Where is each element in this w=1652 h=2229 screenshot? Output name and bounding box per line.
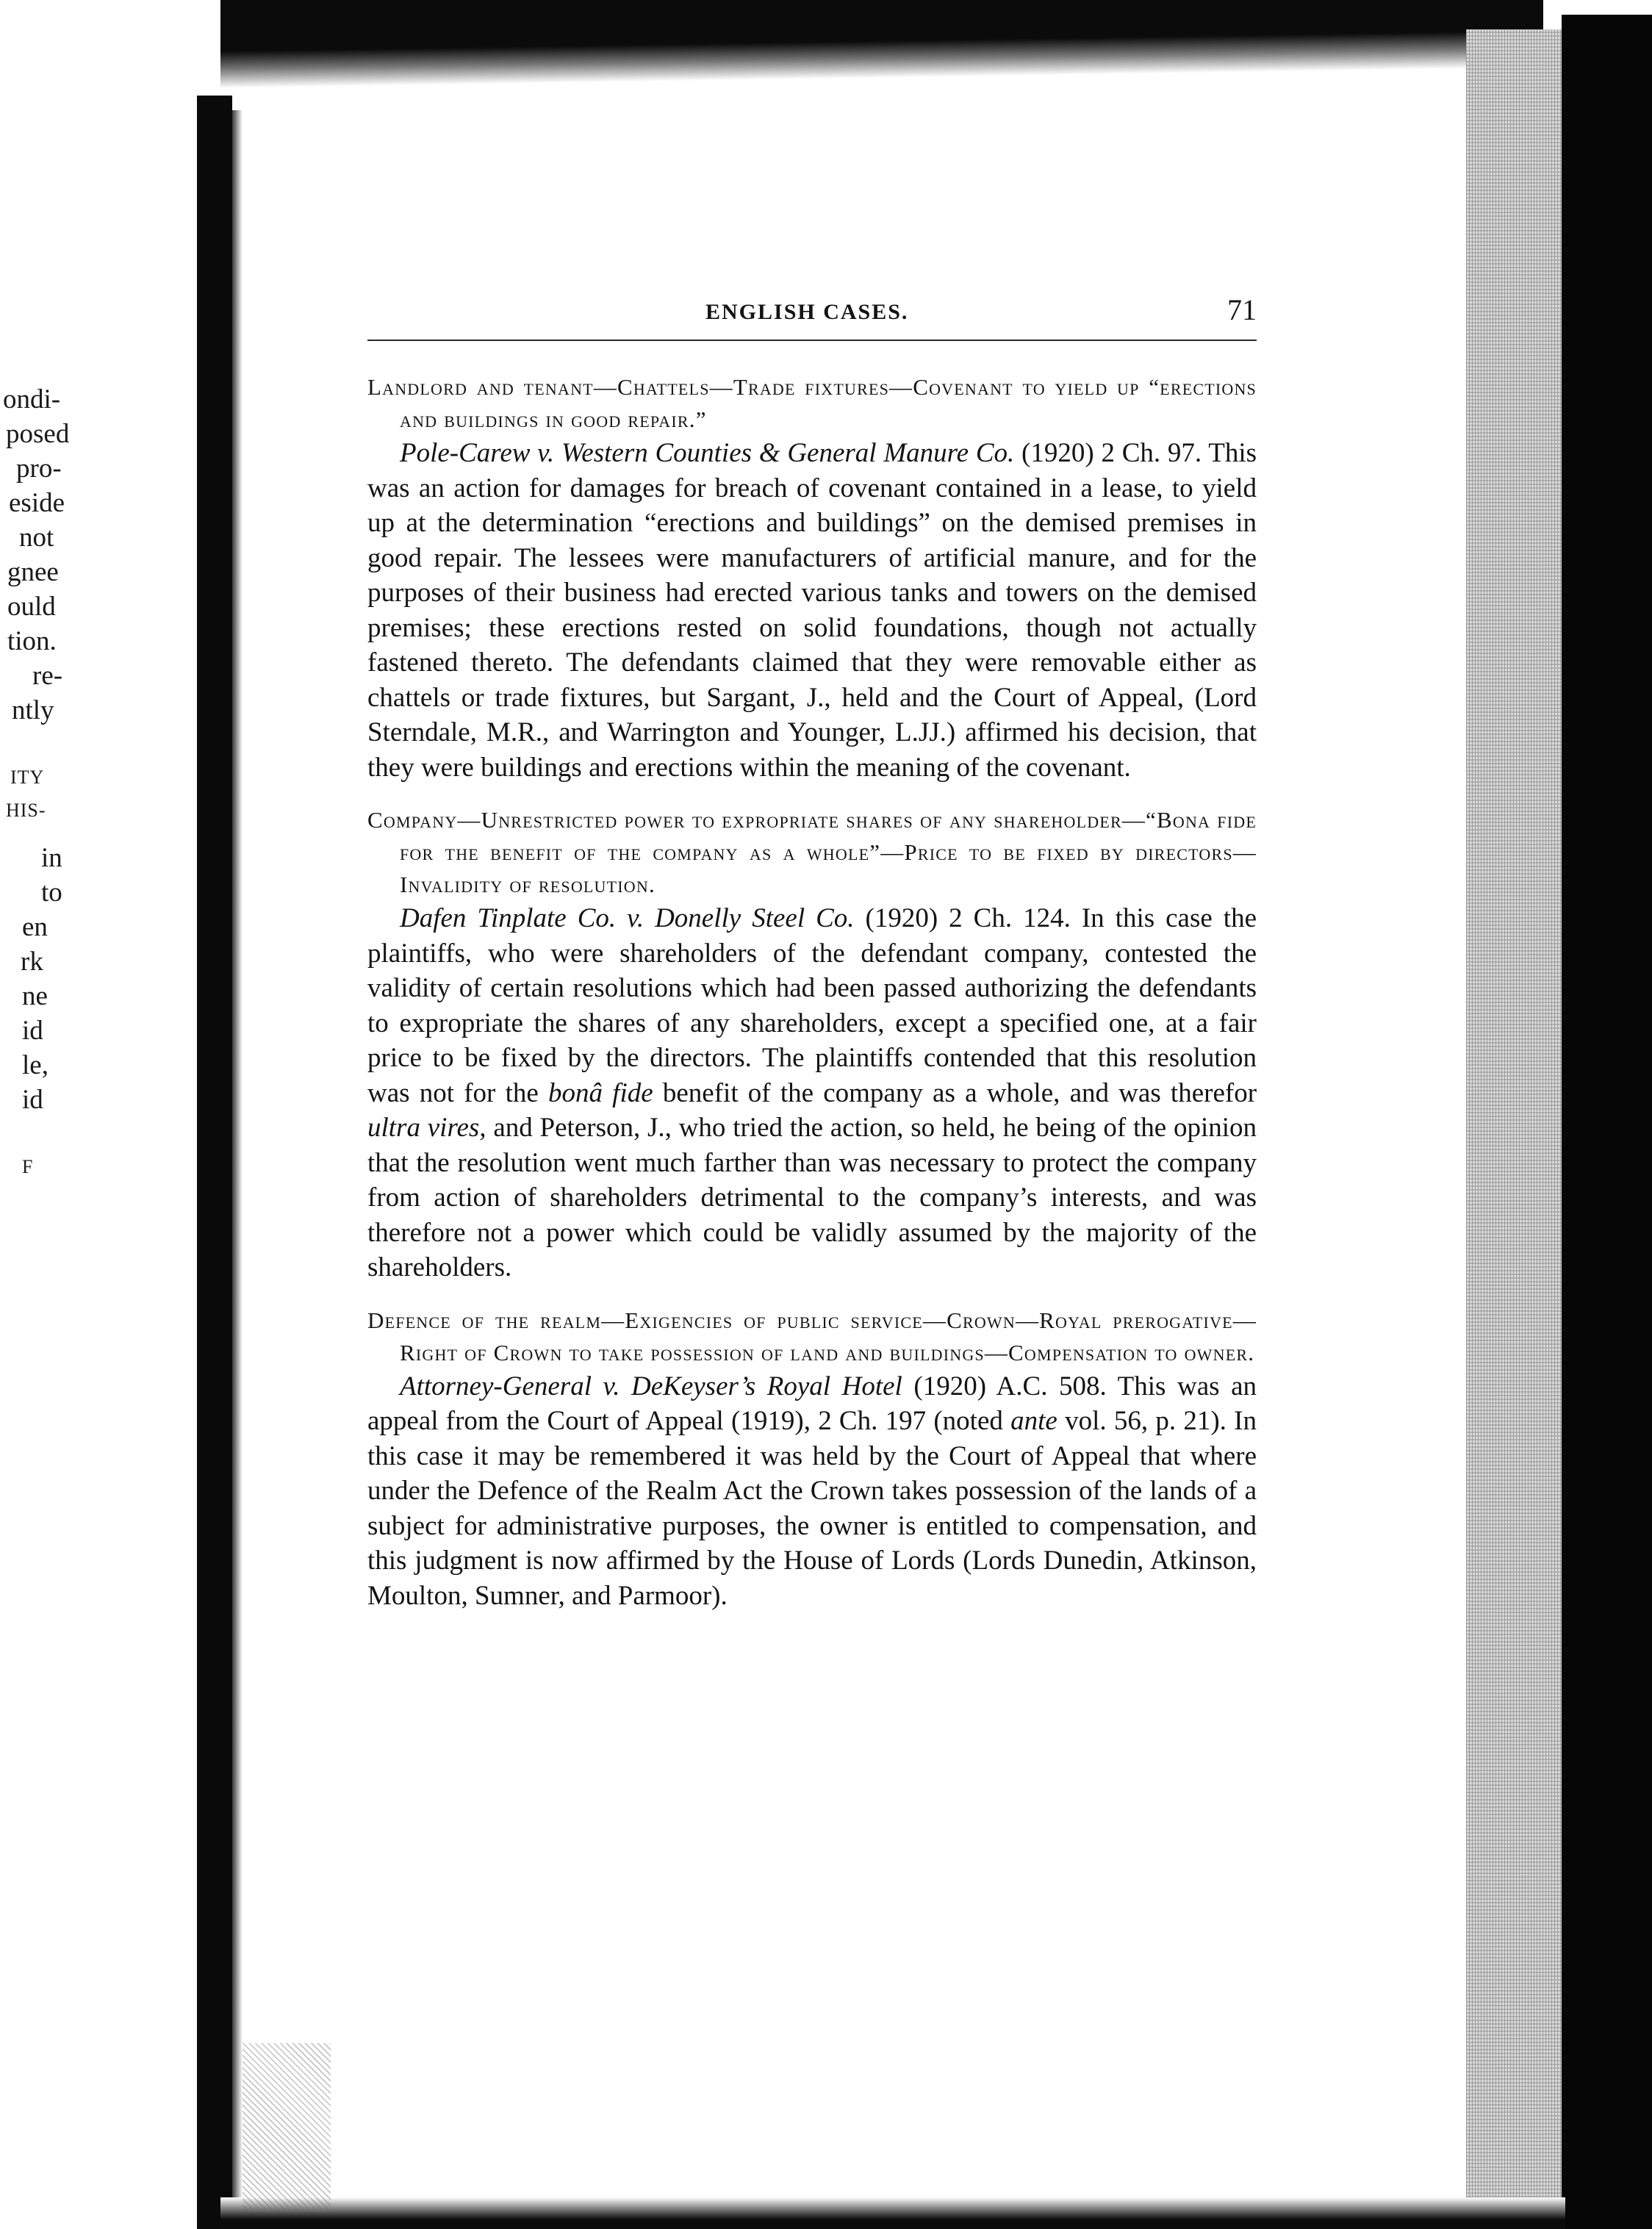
case-body (367, 1369, 1257, 1614)
corner-texture (243, 2043, 331, 2212)
latin-phrase: ultra vires, (367, 1113, 486, 1143)
right-scan-border (1562, 15, 1652, 2229)
latin-phrase: bonâ fide (547, 1077, 653, 1108)
case-body (367, 436, 1257, 785)
fragment: pro- (16, 453, 62, 484)
fragment: in (41, 843, 62, 873)
latin-phrase: ante (1010, 1406, 1057, 1436)
fragment: le, (22, 1050, 49, 1080)
page-edge-texture (1466, 29, 1562, 2205)
fragment: ne (22, 981, 48, 1011)
fragment: eside (9, 488, 65, 518)
fragment: posed (6, 419, 70, 449)
fragment: tion. (7, 626, 57, 656)
case-note (367, 1304, 1257, 1614)
page-number: 71 (1227, 293, 1257, 326)
case-text: (1920) 2 Ch. 124. In this case the plaintiffs, who were shareholders of the defendant company, contested the validity of certain resolutions which had been passed authorizing the defendants to expropriate the shares of any shareholders, except a specified one, at a fair price to be fixed by the directors. The plaintiffs contended that this resolution was not for the (367, 903, 1257, 1108)
bottom-scan-edge (220, 2197, 1565, 2229)
fragment: to (41, 877, 62, 908)
case-heading: Defence of the realm—Exigencies of public service—Crown—Royal prerogative—Right of Crown to take possession of land and buildings—Compensation to owner. (367, 1307, 1257, 1365)
case-text: and Peterson, J., who tried the action, so held, he being of the opinion that the resolution went much farther than was necessary to protect the company from action of shareholders detrimental to the company’s interests, and was therefore not a power which could be validly assumed by the majority of the shareholders. (367, 1113, 1257, 1282)
case-parties: Pole-Carew v. Western Counties & General Manure Co. (400, 438, 1015, 468)
case-parties: Dafen Tinplate Co. v. Donelly Steel Co. (400, 903, 855, 933)
page-header (367, 292, 1257, 337)
fragment: gnee (7, 557, 59, 587)
top-scan-edge (220, 0, 1543, 88)
case-text: (1920) 2 Ch. 97. This was an action for damages for breach of covenant contained in a lease, to yield up at the determination “erections and buildings” on the demised premises in good repair. The lessees were manufacturers of artificial manure, and for the purposes of their business had erected various tanks and towers on the demised premises; these erections rested on solid foundations, though not actually fastened thereto. The defendants claimed that they were removable either as chattels or trade fixtures, but Sargant, J., held and the Court of Appeal, (Lord Sterndale, M.R., and Warrington and Younger, L.JJ.) affirmed his decision, that they were buildings and erections within the meaning of the covenant. (367, 438, 1257, 783)
case-heading: Landlord and tenant—Chattels—Trade fixtures—Covenant to yield up “erections and buildings in good repair.” (367, 374, 1257, 432)
case-parties: Attorney-General v. DeKeyser’s Royal Hotel (400, 1371, 902, 1401)
fragment: ntly (12, 695, 54, 725)
case-body (367, 901, 1257, 1285)
case-note (367, 804, 1257, 1285)
case-text: (1920) A.C. 508. This was an appeal from the Court of Appeal (1919), 2 Ch. 197 (noted (367, 1371, 1257, 1436)
case-notes (367, 371, 1257, 1632)
fragment: en (22, 912, 48, 942)
running-head: ENGLISH CASES. (705, 300, 909, 324)
case-text: vol. 56, p. 21). In this case it may be remembered it was held by the Court of Appeal that where under the Defence of the Realm Act the Crown takes possession of the lands of a subject for administrative purposes, the owner is entitled to compensation, and this judgment is now affirmed by the House of Lords (Lords Dunedin, Atkinson, Moulton, Sumner, and Parmoor). (367, 1406, 1257, 1611)
case-note (367, 371, 1257, 785)
gutter-gradient (232, 110, 243, 2212)
fragment: ondi- (3, 384, 61, 414)
fragment: id (22, 1085, 43, 1115)
fragment: re- (32, 661, 63, 691)
fragment: HIS- (6, 800, 46, 821)
fragment: not (19, 523, 54, 553)
fragment: ITY (10, 767, 45, 788)
case-heading: Company—Unrestricted power to expropriate shares of any shareholder—“Bona fide for the benefit of the company as a whole”—Price to be fixed by directors—Invalidity of resolution. (367, 807, 1257, 897)
top-left-margin (0, 0, 220, 96)
header-rule (367, 340, 1257, 341)
fragment: rk (21, 947, 43, 977)
fragment: F (22, 1156, 34, 1177)
case-text: benefit of the company as a whole, and was therefor (662, 1077, 1257, 1108)
fragment: ould (7, 592, 56, 622)
fragment: id (22, 1016, 43, 1046)
binding-gutter-shadow (197, 96, 232, 2229)
